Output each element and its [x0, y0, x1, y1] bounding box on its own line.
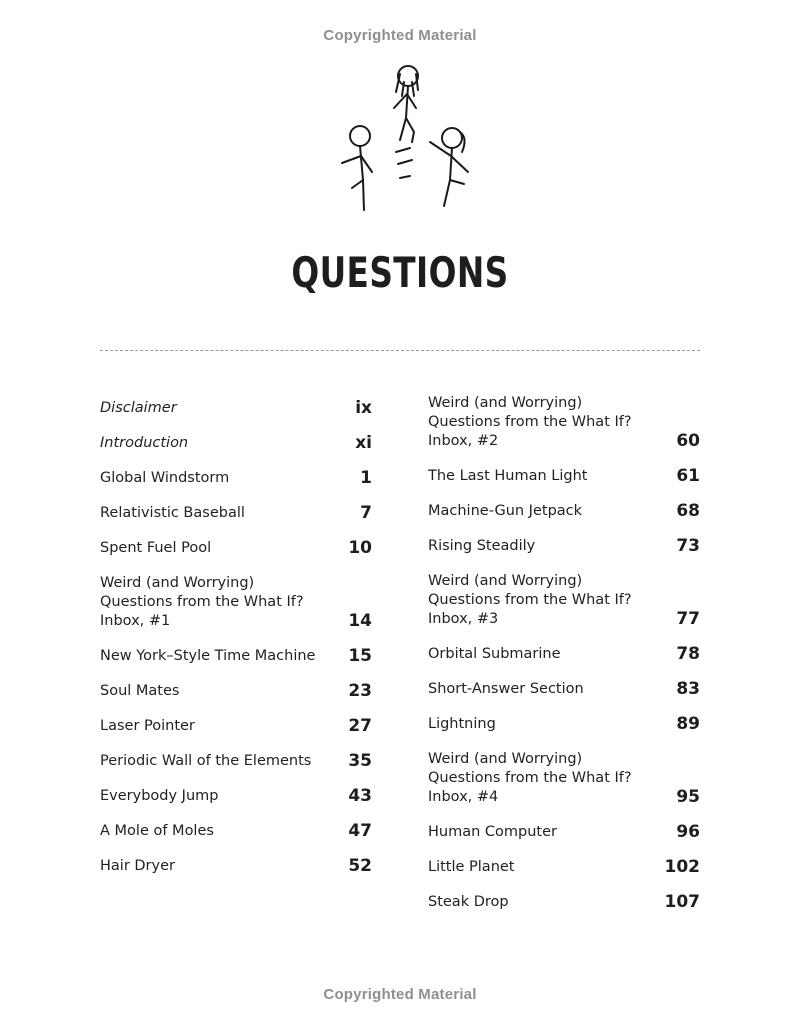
toc-entry: [428, 502, 700, 521]
toc-entry-page-number: xi: [355, 433, 372, 453]
toc-entry-page-number: 73: [676, 536, 700, 556]
toc-entry-page-number: 14: [348, 611, 372, 631]
toc-entry: [428, 645, 700, 664]
toc-entry-title: Hair Dryer: [100, 858, 175, 874]
dashed-divider: [100, 350, 700, 351]
toc-entry: [100, 822, 372, 841]
toc-column-right: [428, 394, 700, 928]
copyright-watermark-top: Copyrighted Material: [323, 27, 477, 44]
toc-entry-page-number: 1: [360, 468, 372, 488]
toc-entry-title: Weird (and Worrying) Questions from the What If? Inbox, #1: [100, 575, 304, 629]
toc-entry-page-number: 83: [676, 679, 700, 699]
toc-entry: [100, 399, 372, 418]
toc-entry-page-number: 15: [348, 646, 372, 666]
toc-entry: [100, 752, 372, 771]
toc-entry-title: Global Windstorm: [100, 470, 230, 486]
toc-column-left: [100, 394, 372, 892]
toc-entry-page-number: 35: [348, 751, 372, 771]
toc-entry-title: Weird (and Worrying) Questions from the What If? Inbox, #4: [428, 751, 632, 805]
toc-entry-title: Weird (and Worrying) Questions from the What If? Inbox, #3: [428, 573, 632, 627]
toc-entry: [100, 504, 372, 523]
toc-entry-title: Little Planet: [428, 859, 515, 875]
toc-entry: [100, 434, 372, 453]
toc-entry-title: The Last Human Light: [428, 468, 588, 484]
toc-entry-title: Periodic Wall of the Elements: [100, 753, 312, 769]
toc-entry: [428, 467, 700, 486]
toc-entry: [428, 680, 700, 699]
toc-entry-title: Spent Fuel Pool: [100, 540, 212, 556]
toc-entry-title: Lightning: [428, 716, 496, 732]
toc-entry-title: Soul Mates: [100, 683, 180, 699]
toc-entry-title: A Mole of Moles: [100, 823, 214, 839]
toc-entry-page-number: 102: [664, 857, 700, 877]
toc-entry: [428, 537, 700, 556]
toc-entry-page-number: 77: [676, 609, 700, 629]
toc-entry: [100, 647, 372, 666]
toc-entry-page-number: 47: [348, 821, 372, 841]
toc-entry-page-number: 23: [348, 681, 372, 701]
toc-entry-page-number: 61: [676, 466, 700, 486]
toc-entry-title: Rising Steadily: [428, 538, 536, 554]
toc-entry-title: Disclaimer: [100, 400, 177, 416]
toc-entry-title: Relativistic Baseball: [100, 505, 245, 521]
toc-entry-title: Short-Answer Section: [428, 681, 584, 697]
toc-entry-title: New York–Style Time Machine: [100, 648, 316, 664]
toc-entry-page-number: 27: [348, 716, 372, 736]
copyright-watermark-bottom: Copyrighted Material: [323, 986, 477, 1003]
toc-entry-page-number: 95: [676, 787, 700, 807]
toc-entry: [100, 857, 372, 876]
toc-entry-page-number: 68: [676, 501, 700, 521]
toc-entry-page-number: 60: [676, 431, 700, 451]
toc-entry-page-number: 89: [676, 714, 700, 734]
toc-entry-title: Everybody Jump: [100, 788, 219, 804]
toc-entry-page-number: ix: [355, 398, 372, 418]
toc-entry-page-number: 52: [348, 856, 372, 876]
toc-entry: [100, 682, 372, 701]
toc-entry: [100, 469, 372, 488]
page-title: QUESTIONS: [291, 248, 509, 297]
toc-entry-page-number: 96: [676, 822, 700, 842]
toc-entry-page-number: 7: [360, 503, 372, 523]
toc-entry: [428, 823, 700, 842]
toc-entry-page-number: 107: [664, 892, 700, 912]
toc-entry-title: Machine-Gun Jetpack: [428, 503, 583, 519]
toc-entry: [428, 858, 700, 877]
toc-entry: [428, 394, 700, 451]
toc-entry-title: Laser Pointer: [100, 718, 195, 734]
toc-entry-title: Human Computer: [428, 824, 557, 840]
toc-entry-title: Orbital Submarine: [428, 646, 561, 662]
toc-entry-title: Weird (and Worrying) Questions from the What If? Inbox, #2: [428, 395, 632, 449]
toc-entry: [100, 787, 372, 806]
toc-entry-title: Introduction: [100, 435, 189, 451]
toc-entry: [428, 893, 700, 912]
toc-entry-page-number: 10: [348, 538, 372, 558]
toc-entry: [100, 539, 372, 558]
toc-entry: [428, 572, 700, 629]
toc-entry: [428, 750, 700, 807]
stick-figures-illustration: [330, 60, 480, 215]
toc-entry: [100, 574, 372, 631]
toc-entry-page-number: 43: [348, 786, 372, 806]
toc-entry: [100, 717, 372, 736]
toc-entry-page-number: 78: [676, 644, 700, 664]
toc-entry-title: Steak Drop: [428, 894, 509, 910]
toc-entry: [428, 715, 700, 734]
